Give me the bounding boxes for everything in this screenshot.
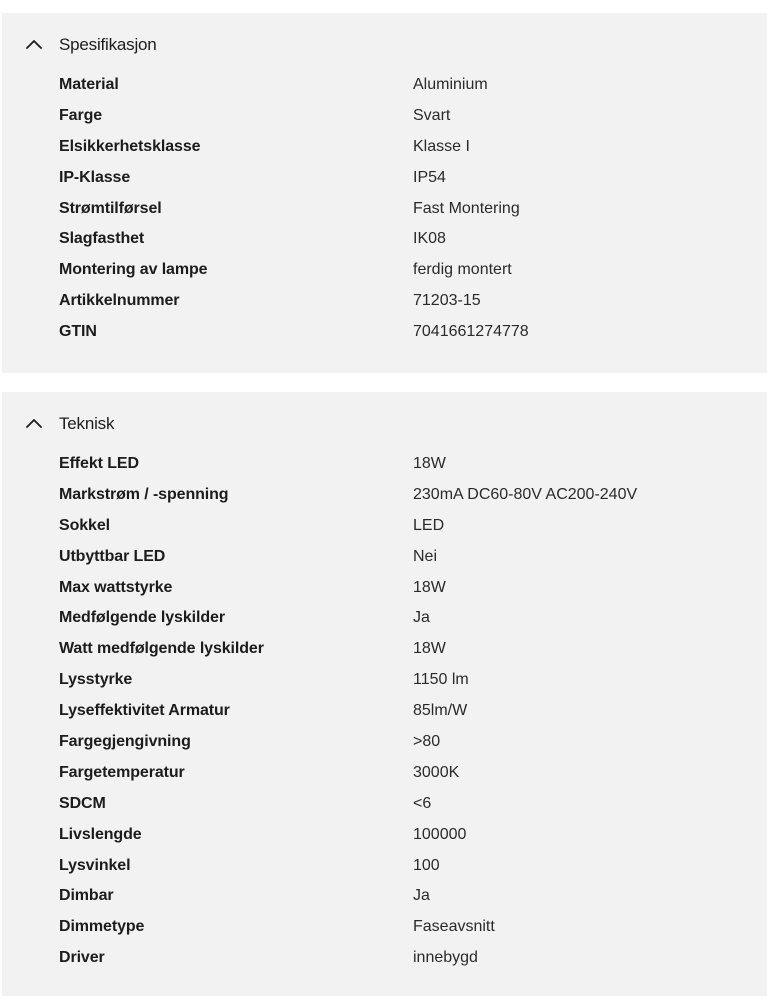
spec-label: GTIN [59,323,97,341]
spec-row [2,946,767,977]
spec-label: Slagfasthet [59,230,145,248]
spec-row [2,730,767,761]
spec-value: 230mA DC60-80V AC200-240V [413,485,638,503]
spec-value: 100 [413,856,440,874]
section-title: Spesifikasjon [59,35,157,54]
spec-list [2,73,767,351]
spec-row [2,197,767,228]
chevron-up-icon [26,39,42,49]
spec-row [2,792,767,823]
spec-label: Sokkel [59,516,110,534]
section-title: Teknisk [59,414,115,433]
spec-value: Faseavsnitt [413,918,495,936]
spec-row [2,668,767,699]
spec-label: Livslengde [59,825,142,843]
spec-value: Ja [413,609,430,627]
spec-label: Effekt LED [59,455,139,472]
spec-row [2,545,767,576]
spec-value: Aluminium [413,76,488,93]
spec-label: Dimbar [59,887,114,905]
spec-row [2,452,767,483]
spec-label: Medfølgende lyskilder [59,609,225,627]
spec-label: Fargegjengivning [59,733,191,751]
teknisk-toggle[interactable] [2,392,767,452]
spec-row [2,258,767,289]
spec-row [2,135,767,166]
spec-row [2,483,767,514]
spec-value: Ja [413,887,430,905]
spec-value: 71203-15 [413,292,481,310]
spesifikasjon-panel [2,13,767,373]
spesifikasjon-toggle[interactable] [2,13,767,73]
spec-label: Material [59,76,119,93]
spec-value: Fast Montering [413,199,520,217]
spec-value: LED [413,516,445,534]
spec-row [2,606,767,637]
spec-value: innebygd [413,949,478,967]
spec-label: Utbyttbar LED [59,547,166,565]
spec-label: Lyseffektivitet Armatur [59,702,230,720]
spec-label: Lysstyrke [59,671,133,689]
spec-value: 85lm/W [413,702,468,720]
spec-label: Dimmetype [59,918,145,936]
spec-label: Artikkelnummer [59,292,180,310]
spec-label: Watt medfølgende lyskilder [59,640,264,658]
spec-label: Markstrøm / -spenning [59,485,229,503]
spec-label: Montering av lampe [59,261,208,279]
spec-label: Fargetemperatur [59,763,185,781]
spec-row [2,699,767,730]
spec-label: Lysvinkel [59,856,131,874]
spec-row [2,915,767,946]
spec-label: SDCM [59,794,106,812]
spec-label: Max wattstyrke [59,578,173,596]
spec-row [2,854,767,885]
spec-label: IP-Klasse [59,168,131,186]
spec-value: Svart [413,106,451,124]
spec-row [2,73,767,104]
spec-row [2,514,767,545]
spec-value: 100000 [413,825,467,843]
spec-label: Elsikkerhetsklasse [59,137,201,155]
spec-row [2,761,767,792]
spec-value: <6 [413,794,432,812]
spec-value: 18W [413,578,446,596]
spec-label: Farge [59,106,103,124]
spec-value: 3000K [413,763,460,781]
teknisk-panel [2,392,767,996]
spec-row [2,227,767,258]
spec-row [2,576,767,607]
spec-value: Klasse I [413,137,470,155]
spec-value: 18W [413,455,446,472]
spec-list [2,452,767,977]
spec-value: Nei [413,547,438,565]
spec-row [2,166,767,197]
spec-value: >80 [413,733,441,751]
spec-row [2,289,767,320]
spec-value: 7041661274778 [413,323,529,341]
spec-label: Strømtilførsel [59,199,162,217]
spec-row [2,104,767,135]
spec-value: 18W [413,640,446,658]
spec-row [2,823,767,854]
spec-value: IK08 [413,230,446,248]
chevron-up-icon [26,418,42,428]
spec-row [2,637,767,668]
spec-value: ferdig montert [413,261,512,279]
spec-value: 1150 lm [413,671,469,689]
spec-label: Driver [59,949,105,967]
spec-row [2,884,767,915]
spec-value: IP54 [413,168,446,186]
spec-row [2,320,767,351]
